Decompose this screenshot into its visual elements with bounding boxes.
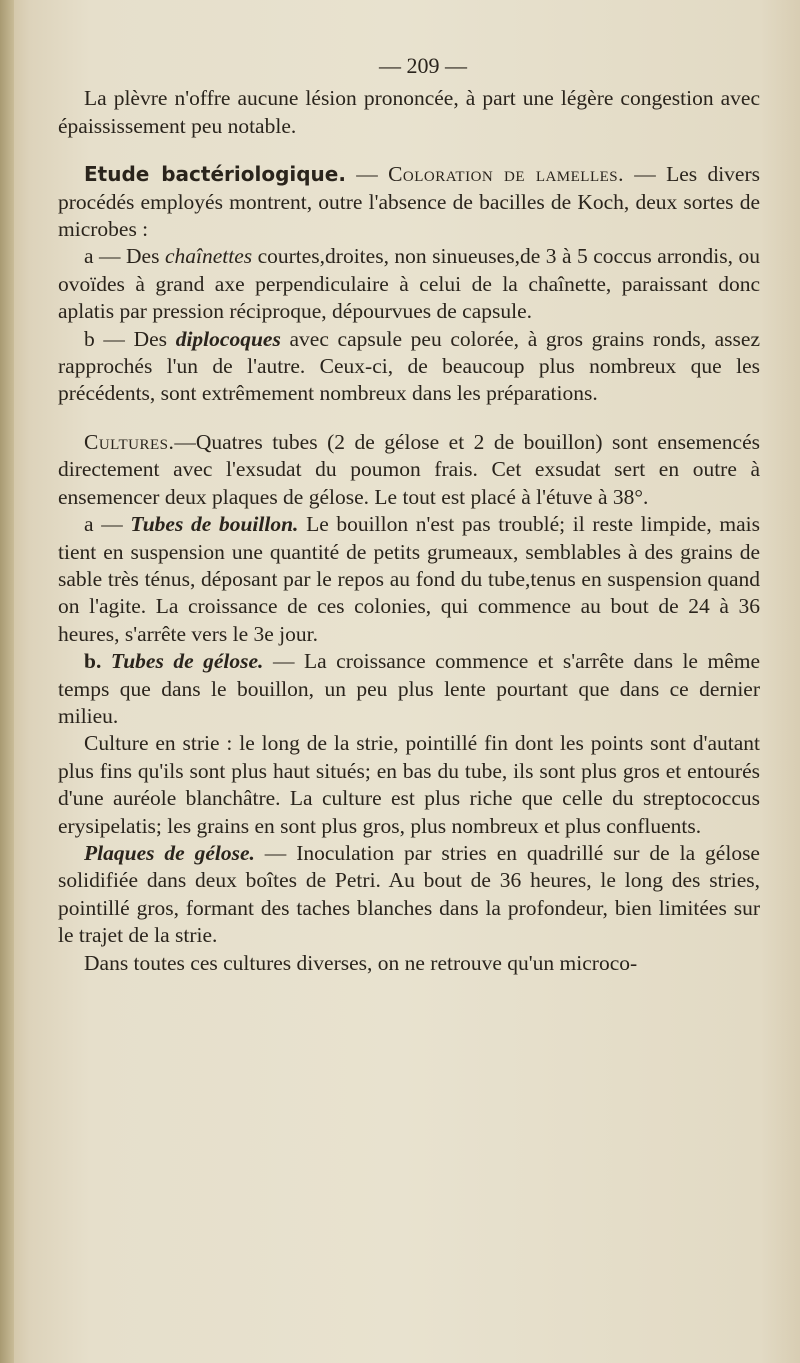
page-text [58,52,760,977]
binding-edge [0,0,14,1363]
paragraph-culture-strie: Culture en strie : le long de la strie, pointillé fin dont les points sont d'autant plus fins qu'ils sont plus haut situés; en bas du tube, ils sont plus gros et entourés d'une auréole blanchâtre. La culture est plus riche que celle du streptococcus erysipelatis; les grains en sont plus gros, plus nombreux et plus confluents. [58,731,760,838]
tubes-bouillon-lead: a — [84,512,131,537]
cultures-text: —Quatres tubes (2 de gélose et 2 de bouillon) sont ensemencés directement avec l'exsudat du poumon frais. Cet exsudat sert en outre à ensemencer deux plaques de gélose. Le tout est placé à l'étuve à 38°. [58,429,760,509]
tubes-gelose-lead: b. [84,649,111,674]
tubes-gelose-text: — La croissance commence et s'arrête dans le même temps que dans le bouillon, un peu plus lente pourtant que dans ce dernier milieu. [58,649,761,728]
page-number: — 209 — [379,53,467,78]
plaques-term: Plaques de gélose. [84,840,255,865]
paragraph-tubes-bouillon [58,511,760,648]
paragraph-etude: Etude bactériologique. — Coloration de lamelles. — Les divers procédés employés montrent, outre l'absence de bacilles de Koch, deux sortes de microbes : [58,162,760,242]
paragraph-plevre: La plèvre n'offre aucune lésion prononcée, à part une légère congestion avec épaississement peu notable. [58,86,760,138]
item-a-text: courtes,droites, non sinueuses,de 3 à 5 coccus arrondis, ou ovoïdes à grand axe perpendiculaire à celui de la chaînette, paraissant donc aplatis par pression réciproque, dépourvues de capsule. [58,244,761,324]
heading-cultures: Cultures. [84,429,175,454]
plaques-text: — Inoculation par stries en quadrillé sur de la gélose solidifiée dans deux boîtes de Petri. Au bout de 36 heures, le long des stries, pointillé gros, formant des taches blanches dans la profondeur, bien limitées sur le trajet de la strie. [58,840,760,948]
etude-text: Les divers procédés employés montrent, outre l'absence de bacilles de Koch, deux sortes de microbes : [58,162,760,242]
paragraph-last-line: Dans toutes ces cultures diverses, on ne retrouve qu'un microco- [84,950,638,975]
paragraph-plaques [58,840,760,950]
item-b-lead: b — Des [84,326,176,351]
paragraph-cultures [58,429,760,511]
item-a-term: chaînettes [164,244,253,269]
item-b-text: avec capsule peu colorée, à gros grains ronds, assez rapprochés l'un de l'autre. Ceux-ci, de beaucoup plus nombreux que les précédents, sont extrêmement nombreux dans les préparations. [58,326,760,406]
item-a-lead: a — Des [84,244,165,269]
tubes-bouillon-term: Tubes de bouillon. [130,512,299,537]
tubes-gelose-term: Tubes de gélose. [110,649,264,674]
paragraph-tubes-gelose [58,648,760,730]
paragraph-item-a [58,243,760,325]
subheading-coloration: Coloration de lamelles. [388,162,625,187]
heading-etude: Etude bactériologique. [84,162,346,187]
tubes-bouillon-text: Le bouillon n'est pas troublé; il reste limpide, mais tient en suspension une quantité de petits grumeaux, semblables à des grains de sable très ténus, déposant par le repos au fond du tube,tenus en suspension quand on l'agite. La croissance de ces colonies, qui commence au bout de 24 à 36 heures, s'arrête vers le 3e jour. [58,512,760,646]
paragraph-item-b [58,326,760,408]
item-b-term: diplocoques [175,326,281,351]
